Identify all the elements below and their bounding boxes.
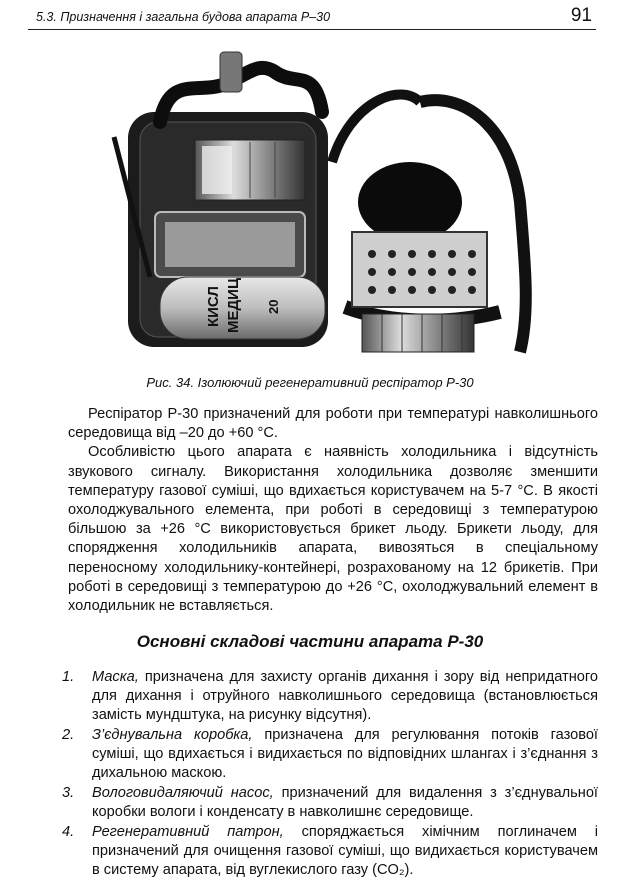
oxygen-cylinder bbox=[160, 277, 325, 339]
list-term: Маска, bbox=[92, 669, 139, 685]
section-heading: Основні складові частини апарата Р-30 bbox=[136, 632, 484, 651]
list-term: Регенеративний патрон, bbox=[92, 824, 284, 840]
cylinder-label-3: 20 bbox=[266, 299, 281, 314]
running-header bbox=[28, 5, 596, 30]
list-text: споряджається хімічним поглиначем і призначений для очищення газової суміші, що видихається користувачем в систему апарата, від вуглекислого газу (CO₂). bbox=[92, 824, 599, 878]
cylinder-label-2: МЕДИЦ bbox=[225, 278, 242, 333]
list-term: З’єднувальна коробка, bbox=[92, 727, 253, 743]
paragraph: Особливістю цього апарата є наявність холодильника і відсутність звукового сигналу. Використання холодильника дозволяє зменшити температуру газової суміші, що вдихається користувачем на 5-7 °С. В якості охолоджувального елемента, при роботі в середовищі з температурою більшою за +26 °С використовується брикет льоду. Брикети льоду, для спорядження холодильників апарата, вивозяться в спеціальному переносному холодильнику-контейнері, розрахованому на 12 брикетів. При роботі в середовищі з температурою до +26 °С, охолоджувальний елемент в холодильник не вставляється. bbox=[68, 444, 598, 615]
paragraph: Респіратор Р-30 призначений для роботи при температурі навколишнього середовища від –20 до +60 °С. bbox=[68, 406, 598, 442]
list-term: Вологовидаляючий насос, bbox=[92, 785, 274, 801]
list-item bbox=[62, 784, 598, 822]
list-item bbox=[62, 726, 598, 783]
list-text: призначена для регулювання потоків газової суміші, що вдихається і видихається по відповідних шлангах і з’єднання з дихальною маскою. bbox=[92, 727, 598, 781]
list-text: призначена для захисту органів дихання і зору від непридатного для дихання і отруйного навколишнього середовища (встановлюється замість мундштука, на рисунку відсутня). bbox=[92, 669, 598, 723]
list-number: 4. bbox=[62, 824, 75, 840]
header-title: 5.3. Призначення і загальна будова апарата Р–30 bbox=[36, 10, 331, 24]
cylinder-label-1: КИСЛ bbox=[205, 286, 222, 327]
list-text: призначений для видалення з з’єднувальної коробки вологи і конденсату в навколишнє середовище. bbox=[92, 785, 598, 820]
body-text bbox=[68, 405, 598, 616]
cooler-unit bbox=[195, 140, 305, 200]
list-item bbox=[62, 823, 598, 880]
list-number: 2. bbox=[62, 727, 75, 743]
chest-pad bbox=[358, 162, 462, 242]
components-list bbox=[62, 668, 598, 881]
figure-caption: Рис. 34. Ізолюючий регенеративний респіратор Р-30 bbox=[146, 375, 474, 390]
list-item bbox=[62, 668, 598, 725]
list-number: 1. bbox=[62, 669, 75, 685]
page-number: 91 bbox=[570, 5, 592, 26]
cartridge-panel bbox=[352, 232, 487, 352]
list-number: 3. bbox=[62, 785, 75, 801]
respirator-photo bbox=[100, 42, 540, 362]
